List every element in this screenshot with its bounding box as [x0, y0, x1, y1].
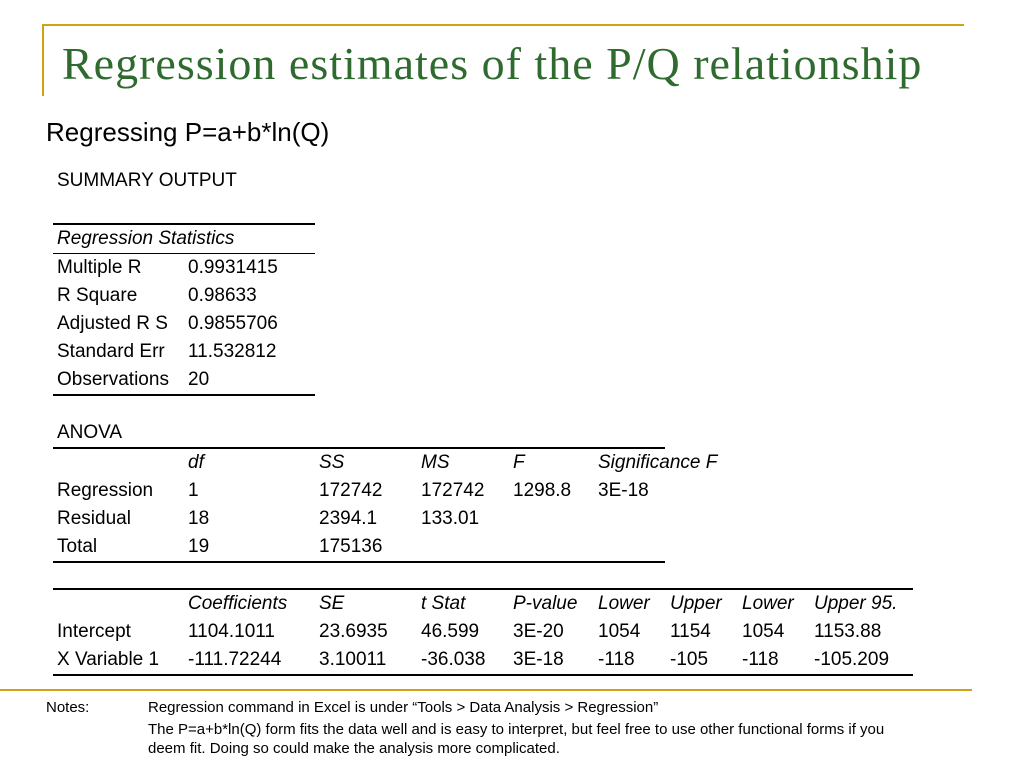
note-line: Regression command in Excel is under “Tools > Data Analysis > Regression” [148, 699, 659, 716]
stat-row [53, 366, 315, 395]
anova-cell: 19 [184, 533, 315, 562]
coef-header-cell: Upper [666, 589, 738, 618]
anova-cell: 1298.8 [513, 480, 572, 501]
anova-header-cell [53, 448, 184, 477]
note-line: The P=a+b*ln(Q) form fits the data well and is easy to interpret, but feel free to use other functional forms if you deem fit. Doing so could make the analysis more complicated. [148, 721, 885, 757]
stat-value: 11.532812 [188, 341, 277, 362]
anova-cell [509, 533, 594, 562]
stat-label: Adjusted R S [57, 313, 168, 334]
coef-header-cell: Lower [594, 589, 666, 618]
coef-header-cell: t Stat [417, 589, 509, 618]
coef-cell: -36.038 [417, 646, 509, 675]
stat-label: R Square [57, 285, 138, 306]
coef-cell: 3E-18 [509, 646, 594, 675]
regression-statistics-header: Regression Statistics [53, 224, 315, 254]
anova-cell: 1 [188, 480, 199, 501]
anova-cell: 172742 [421, 480, 485, 501]
notes-body [148, 698, 908, 761]
anova-cell: Residual [57, 508, 131, 529]
coef-cell: -118 [738, 646, 810, 675]
coef-header-cell: Upper 95. [810, 589, 913, 618]
bottom-accent-line [0, 689, 972, 691]
coefficient-row [53, 618, 913, 646]
coefficients-header-row [53, 589, 913, 618]
stat-label: Multiple R [57, 257, 142, 278]
coef-cell: -118 [594, 646, 666, 675]
coef-header-cell [53, 589, 184, 618]
anova-cell: 172742 [319, 480, 383, 501]
anova-cell: Regression [57, 480, 154, 501]
stat-value: 0.98633 [188, 285, 257, 306]
anova-cell: 18 [188, 508, 210, 529]
anova-cell: 3E-18 [598, 480, 649, 501]
notes-label: Notes: [46, 699, 90, 716]
anova-header-cell: F [509, 448, 594, 477]
coef-cell: X Variable 1 [53, 646, 184, 675]
anova-row [53, 505, 665, 533]
coef-cell: -105 [666, 646, 738, 675]
stat-row [53, 254, 315, 283]
stat-row [53, 338, 315, 366]
anova-row [53, 533, 665, 562]
regression-statistics-table [53, 223, 315, 396]
summary-output-label: SUMMARY OUTPUT [57, 170, 237, 191]
stat-label: Observations [53, 366, 184, 395]
coef-cell: 46.599 [421, 621, 480, 642]
coef-header-cell: SE [315, 589, 417, 618]
left-accent-line [42, 24, 44, 96]
coef-cell: 1154 [670, 621, 711, 642]
coef-cell: 1054 [598, 621, 641, 642]
coefficient-row [53, 646, 913, 675]
coef-cell: Intercept [57, 621, 131, 642]
anova-cell: 2394.1 [319, 508, 378, 529]
coef-cell: 3E-20 [513, 621, 564, 642]
coefficients-table [53, 588, 913, 676]
coef-cell: 1104.1011 [188, 621, 275, 642]
stat-row [53, 282, 315, 310]
anova-header-cell: SS [315, 448, 417, 477]
anova-cell: 133.01 [421, 508, 480, 529]
coef-cell: -105.209 [810, 646, 913, 675]
anova-cell [417, 533, 509, 562]
anova-table [53, 447, 718, 563]
stat-label: Standard Err [57, 341, 165, 362]
stat-row [53, 310, 315, 338]
slide-subtitle: Regressing P=a+b*ln(Q) [46, 117, 330, 147]
stat-value: 20 [184, 366, 315, 395]
stat-value: 0.9855706 [188, 313, 278, 334]
anova-cell [594, 533, 665, 562]
anova-cell: 175136 [315, 533, 417, 562]
anova-header-cell: Significance F [594, 448, 665, 477]
anova-cell [594, 505, 665, 533]
slide-title: Regression estimates of the P/Q relationship [62, 38, 923, 89]
coef-cell: 1054 [742, 621, 785, 642]
coef-header-cell: Coefficients [184, 589, 315, 618]
anova-header-row [53, 448, 665, 477]
coef-cell: 23.6935 [319, 621, 388, 642]
anova-label: ANOVA [57, 422, 123, 443]
top-accent-line [42, 24, 964, 26]
anova-row [53, 477, 665, 505]
anova-header-cell: MS [417, 448, 509, 477]
anova-cell [509, 505, 594, 533]
coef-cell: -111.72244 [184, 646, 315, 675]
anova-header-cell: df [184, 448, 315, 477]
coef-cell: 1153.88 [814, 621, 882, 642]
coef-header-cell: Lower [738, 589, 810, 618]
stat-value: 0.9931415 [188, 257, 278, 278]
anova-cell: Total [53, 533, 184, 562]
coef-header-cell: P-value [509, 589, 594, 618]
coef-cell: 3.10011 [315, 646, 417, 675]
